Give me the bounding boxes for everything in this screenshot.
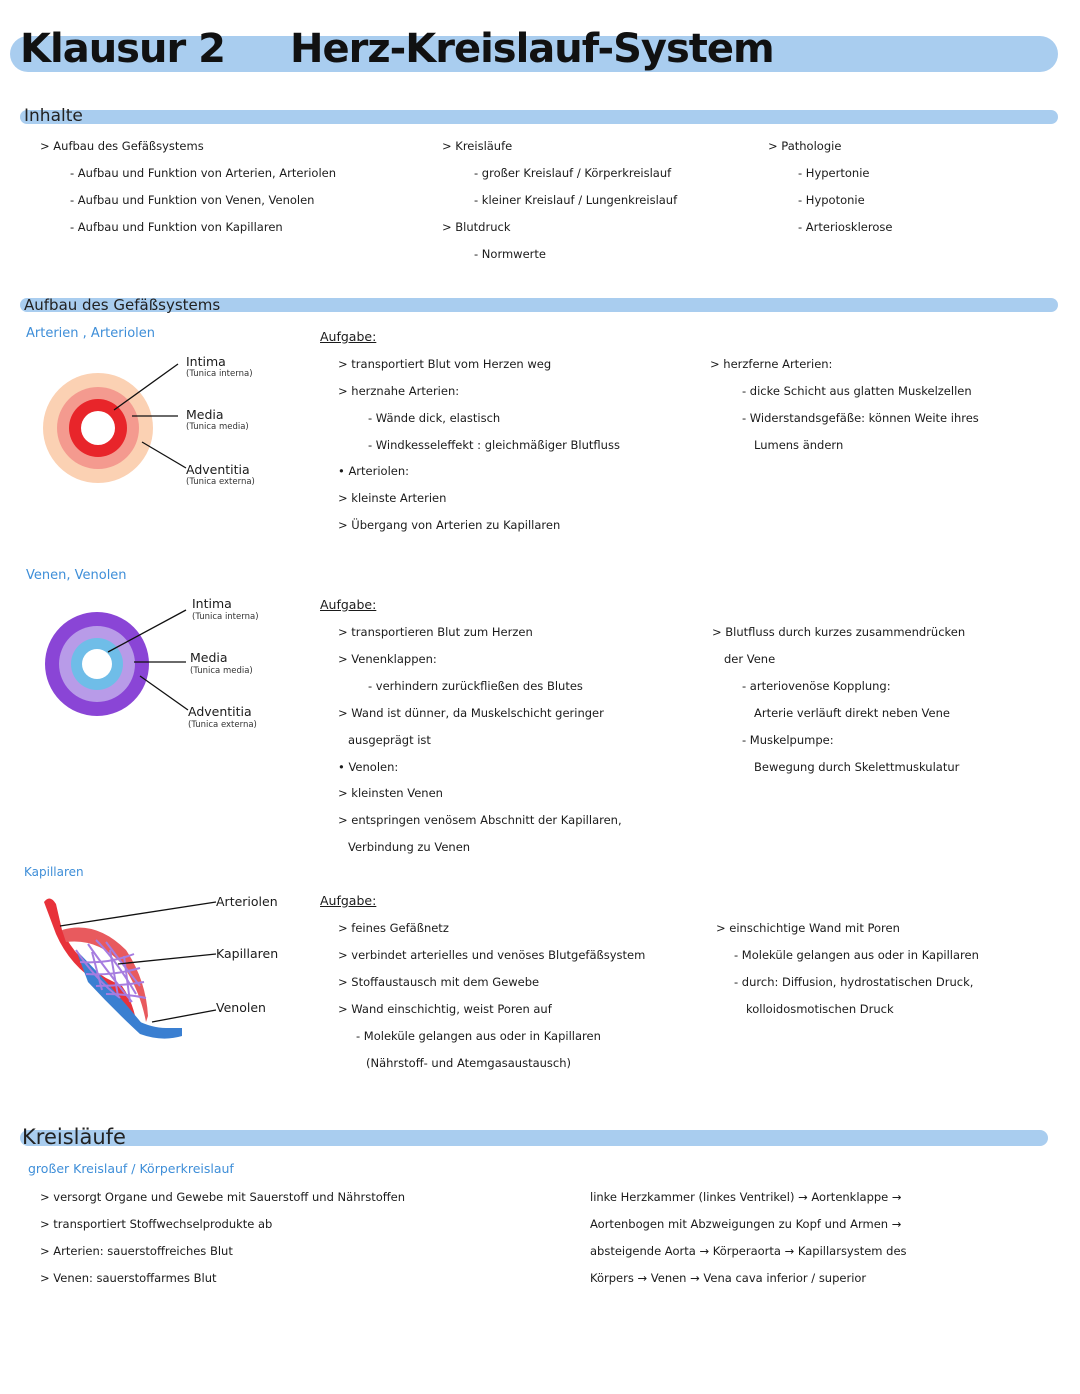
text-line: > Wand ist dünner, da Muskelschicht geringer xyxy=(338,706,604,720)
gefaess-heading: Aufbau des Gefäßsystems xyxy=(24,296,221,314)
inhalte-heading: Inhalte xyxy=(24,106,83,126)
text-line: > einschichtige Wand mit Poren xyxy=(716,921,900,935)
artery-layer-media: Media xyxy=(186,407,224,422)
text-line: der Vene xyxy=(724,652,776,666)
kreislaeufe-highlight xyxy=(20,1130,1048,1146)
inhalte-item: > Kreisläufe xyxy=(442,139,513,153)
text-line: > Blutfluss durch kurzes zusammendrücken xyxy=(712,625,966,639)
arterien-label: Arterien , Arteriolen xyxy=(26,326,156,341)
text-line: • Arteriolen: xyxy=(338,464,410,478)
vein-layer-intima-sub: (Tunica interna) xyxy=(192,612,259,622)
inhalte-item: > Pathologie xyxy=(768,139,842,153)
inhalte-item: - Aufbau und Funktion von Kapillaren xyxy=(70,220,283,234)
text-line: linke Herzkammer (linkes Ventrikel) → Aortenklappe → xyxy=(590,1190,902,1204)
artery-layer-intima-sub: (Tunica interna) xyxy=(186,369,253,379)
inhalte-item: - Arteriosklerose xyxy=(798,220,893,234)
inhalte-item: - Normwerte xyxy=(474,247,546,261)
venen-aufgabe: Aufgabe: xyxy=(320,597,377,612)
artery-layer-media-sub: (Tunica media) xyxy=(186,422,249,432)
text-line: Arterie verläuft direkt neben Vene xyxy=(754,706,950,720)
text-line: > Arterien: sauerstoffreiches Blut xyxy=(40,1244,233,1258)
capillary-label-arteriolen: Arteriolen xyxy=(216,894,278,909)
capillary-bed-diagram xyxy=(36,890,296,1050)
text-line: - Windkesseleffekt : gleichmäßiger Blutfluss xyxy=(368,438,620,452)
text-line: kolloidosmotischen Druck xyxy=(746,1002,894,1016)
venen-label: Venen, Venolen xyxy=(26,568,127,583)
text-line: Lumens ändern xyxy=(754,438,844,452)
text-line: > versorgt Organe und Gewebe mit Sauerstoff und Nährstoffen xyxy=(40,1190,406,1204)
text-line: > kleinste Arterien xyxy=(338,491,447,505)
artery-layer-adventitia: Adventitia xyxy=(186,462,250,477)
kapillaren-label: Kapillaren xyxy=(24,865,84,879)
page-title-left: Klausur 2 xyxy=(20,26,225,72)
text-line: • Venolen: xyxy=(338,760,399,774)
text-line: > feines Gefäßnetz xyxy=(338,921,449,935)
vein-layer-adventitia-sub: (Tunica externa) xyxy=(188,720,257,730)
vein-layer-media-sub: (Tunica media) xyxy=(190,666,253,676)
text-line: - Wände dick, elastisch xyxy=(368,411,501,425)
text-line: > Übergang von Arterien zu Kapillaren xyxy=(338,518,561,532)
text-line: > herzferne Arterien: xyxy=(710,357,833,371)
inhalte-item: - Aufbau und Funktion von Venen, Venolen xyxy=(70,193,315,207)
text-line: - dicke Schicht aus glatten Muskelzellen xyxy=(742,384,972,398)
inhalte-item: > Aufbau des Gefäßsystems xyxy=(40,139,204,153)
text-line: > transportiert Blut vom Herzen weg xyxy=(338,357,552,371)
vein-layer-media: Media xyxy=(190,650,228,665)
text-line: > Wand einschichtig, weist Poren auf xyxy=(338,1002,552,1016)
text-line: Körpers → Venen → Vena cava inferior / superior xyxy=(590,1271,867,1285)
page-title-right: Herz-Kreislauf-System xyxy=(290,26,774,72)
capillary-label-venolen: Venolen xyxy=(216,1000,266,1015)
text-line: Bewegung durch Skelettmuskulatur xyxy=(754,760,960,774)
text-line: > transportieren Blut zum Herzen xyxy=(338,625,533,639)
inhalte-item: - kleiner Kreislauf / Lungenkreislauf xyxy=(474,193,678,207)
inhalte-item: - Hypotonie xyxy=(798,193,865,207)
text-line: > verbindet arterielles und venöses Blutgefäßsystem xyxy=(338,948,646,962)
text-line: > herznahe Arterien: xyxy=(338,384,460,398)
inhalte-item: - Aufbau und Funktion von Arterien, Arteriolen xyxy=(70,166,336,180)
text-line: > kleinsten Venen xyxy=(338,786,443,800)
text-line: - Moleküle gelangen aus oder in Kapillaren xyxy=(356,1029,601,1043)
text-line: - Moleküle gelangen aus oder in Kapillaren xyxy=(734,948,979,962)
inhalte-highlight xyxy=(20,110,1058,124)
text-line: Verbindung zu Venen xyxy=(348,840,471,854)
capillary-label-kapillaren: Kapillaren xyxy=(216,946,279,961)
vein-layer-adventitia: Adventitia xyxy=(188,704,252,719)
inhalte-item: > Blutdruck xyxy=(442,220,511,234)
text-line: - Widerstandsgefäße: können Weite ihres xyxy=(742,411,979,425)
kreislaeufe-heading: Kreisläufe xyxy=(22,1125,126,1149)
artery-layer-adventitia-sub: (Tunica externa) xyxy=(186,477,255,487)
kreislaeufe-sub: großer Kreislauf / Körperkreislauf xyxy=(28,1161,234,1176)
text-line: Aortenbogen mit Abzweigungen zu Kopf und Armen → xyxy=(590,1217,902,1231)
text-line: ausgeprägt ist xyxy=(348,733,431,747)
artery-layer-intima: Intima xyxy=(186,354,226,369)
text-line: - arteriovenöse Kopplung: xyxy=(742,679,891,693)
text-line: > entspringen venösem Abschnitt der Kapillaren, xyxy=(338,813,622,827)
text-line: > Venen: sauerstoffarmes Blut xyxy=(40,1271,217,1285)
kapillaren-aufgabe: Aufgabe: xyxy=(320,893,377,908)
arterien-aufgabe: Aufgabe: xyxy=(320,329,377,344)
text-line: - durch: Diffusion, hydrostatischen Druck, xyxy=(734,975,974,989)
text-line: > Stoffaustausch mit dem Gewebe xyxy=(338,975,540,989)
text-line: - Muskelpumpe: xyxy=(742,733,834,747)
text-line: (Nährstoff- und Atemgasaustausch) xyxy=(366,1056,572,1070)
inhalte-item: - großer Kreislauf / Körperkreislauf xyxy=(474,166,672,180)
inhalte-item: - Hypertonie xyxy=(798,166,870,180)
vein-layer-intima: Intima xyxy=(192,596,232,611)
text-line: > Venenklappen: xyxy=(338,652,437,666)
text-line: absteigende Aorta → Körperaorta → Kapillarsystem des xyxy=(590,1244,907,1258)
text-line: - verhindern zurückfließen des Blutes xyxy=(368,679,583,693)
text-line: > transportiert Stoffwechselprodukte ab xyxy=(40,1217,273,1231)
